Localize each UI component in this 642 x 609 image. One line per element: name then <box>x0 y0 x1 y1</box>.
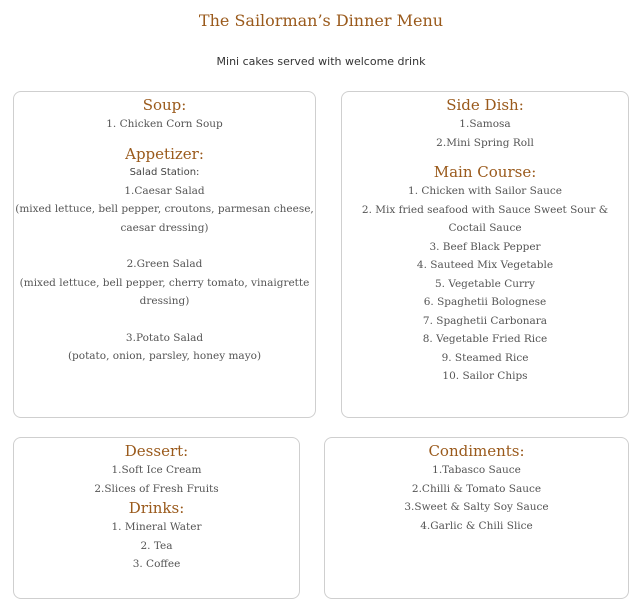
main-course-item: 4. Sauteed Mix Vegetable <box>416 259 554 271</box>
main-course-item: 7. Spaghetii Carbonara <box>422 314 548 327</box>
drinks-item: 3. Coffee <box>132 558 181 570</box>
condiments-item: 1.Tabasco Sauce <box>432 464 521 476</box>
side-dish-item: 1.Samosa <box>459 118 511 130</box>
dessert-item: 2.Slices of Fresh Fruits <box>94 482 219 495</box>
condiments-item: 4.Garlic & Chili Slice <box>420 519 533 532</box>
main-course-item: 10. Sailor Chips <box>442 370 528 382</box>
appetizer-item-name: 2.Green Salad <box>126 258 203 270</box>
side-main-card <box>341 91 629 418</box>
appetizer-item-name: 3.Potato Salad <box>125 331 204 344</box>
soup-item: 1. Chicken Corn Soup <box>106 118 223 130</box>
main-course-item: 5. Vegetable Curry <box>434 277 535 290</box>
dessert-item: 1.Soft Ice Cream <box>111 464 202 476</box>
main-course-item: 8. Vegetable Fried Rice <box>422 333 548 345</box>
appetizer-item-desc: (mixed lettuce, bell pepper, croutons, parmesan cheese, caesar dressing) <box>15 203 314 234</box>
drinks-item: 1. Mineral Water <box>111 521 202 533</box>
main-course-item: 9. Steamed Rice <box>441 351 529 364</box>
main-course-item: 2. Mix fried seafood with Sauce Sweet Sour & Coctail Sauce <box>361 203 609 234</box>
appetizer-item-name: 1.Caesar Salad <box>124 184 205 197</box>
menu-title: The Sailorman’s Dinner Menu <box>198 11 444 30</box>
soup-appetizer-card <box>13 91 316 418</box>
side-dish-item: 2.Mini Spring Roll <box>436 136 534 149</box>
drinks-heading: Drinks: <box>128 499 185 517</box>
salad-station-label: Salad Station: <box>129 166 200 178</box>
dessert-heading: Dessert: <box>124 442 189 460</box>
main-course-item: 6. Spaghetii Bolognese <box>423 296 547 308</box>
dessert-drinks-card <box>13 437 300 599</box>
main-course-heading: Main Course: <box>433 163 537 181</box>
appetizer-heading: Appetizer: <box>125 144 204 163</box>
condiments-card <box>324 437 629 599</box>
menu-subtitle: Mini cakes served with welcome drink <box>216 55 426 68</box>
appetizer-item-desc: (potato, onion, parsley, honey mayo) <box>67 350 262 362</box>
condiments-heading: Condiments: <box>428 442 525 460</box>
main-course-item: 1. Chicken with Sailor Sauce <box>408 185 562 197</box>
soup-heading: Soup: <box>142 96 187 114</box>
side-dish-heading: Side Dish: <box>446 96 524 114</box>
appetizer-item-desc: (mixed lettuce, bell pepper, cherry tomato, vinaigrette dressing) <box>19 276 310 307</box>
condiments-item: 2.Chilli & Tomato Sauce <box>411 482 542 495</box>
drinks-item: 2. Tea <box>140 539 173 552</box>
main-course-item: 3. Beef Black Pepper <box>429 240 541 253</box>
condiments-item: 3.Sweet & Salty Soy Sauce <box>404 501 549 513</box>
